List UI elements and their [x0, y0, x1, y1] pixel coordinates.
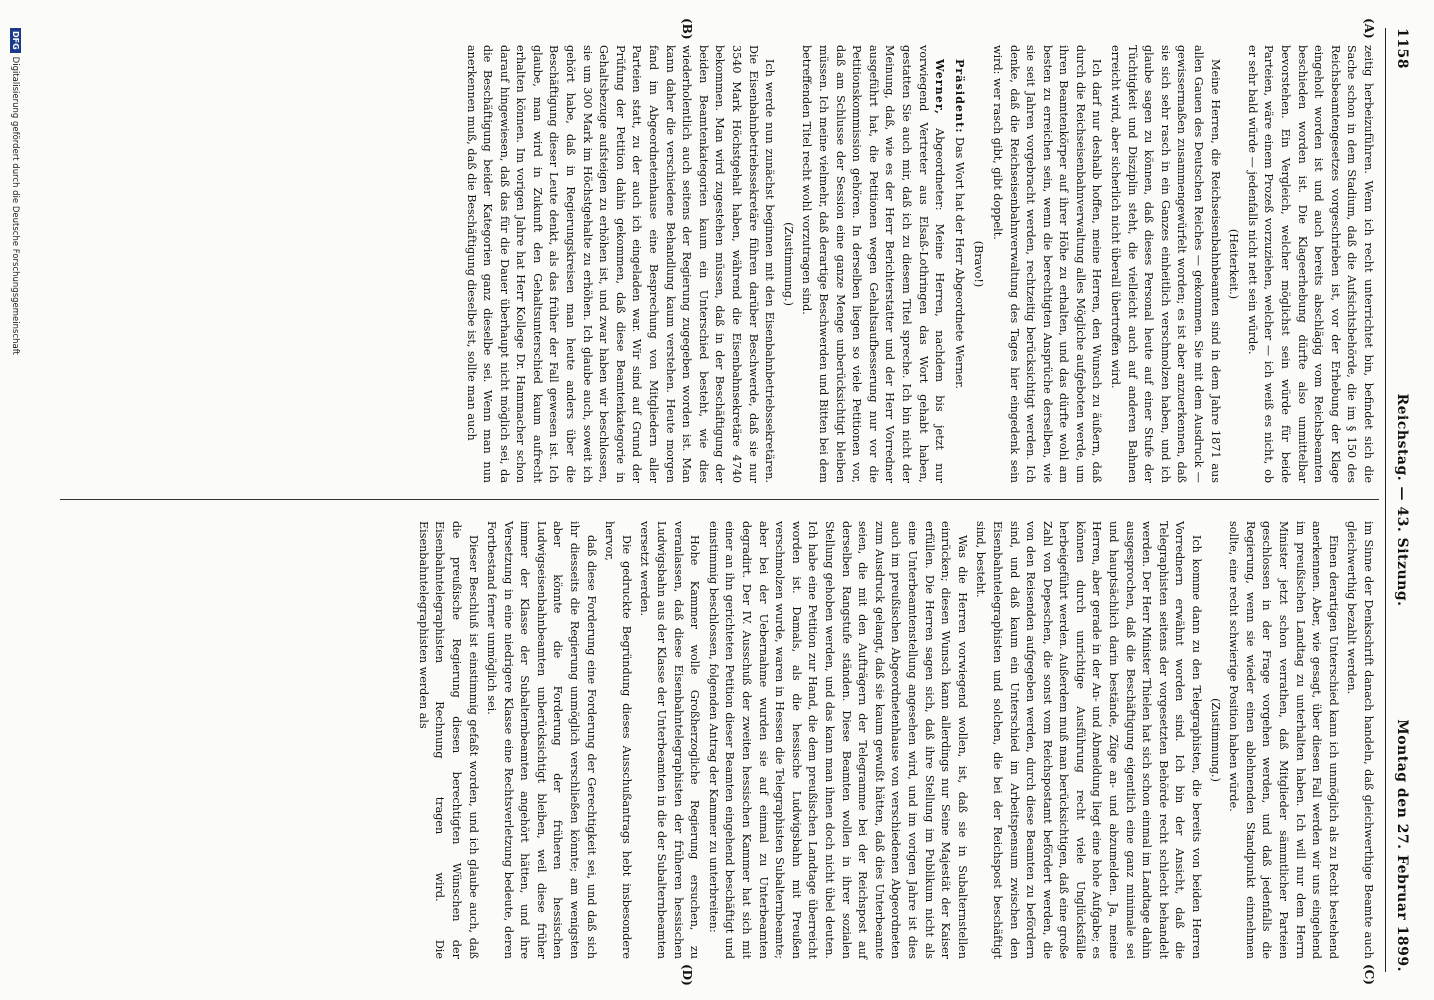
- paragraph-text: Meine Herren, die Reichseisenbahnbeamten sind in dem Jahre 1871 aus allen Gauen des Deutschen Reiches — gekommen. Sie mit dem Ausdruck — gewissermaßen zusammengewürfelt worden; es ist aber anzuerkennen, daß sie sich sehr rasch in ein Ganzes einheitlich verschmolzen haben, und ich glaube sagen zu können, daß dieses Personal heute auf einer Stufe der Tüchtigkeit und Disziplin steht, die vielleicht auch auf anderen Bahnen erreicht wird, aber sicherlich nicht überall übertroffen wird.: [1109, 45, 1222, 483]
- speaker-name: Werner,: [933, 59, 948, 115]
- paragraph: [462, 45, 777, 483]
- paragraph: [601, 521, 634, 959]
- session-date: Montag den 27. Februar 1899.: [1394, 719, 1410, 972]
- paragraph-text: Ich werde nun zunächst beginnen mit den Eisenbahnbetriebssekretären. Die Eisenbahnbetriebssekretäre führen darüber Beschwerde, daß sie nur 3540 Mark Höchstgehalt haben, während die Eisenbahnsekretäre 4740 bekommen. Man wird zugestehen müssen, daß in der Beschäftigung der beiden Beamtenkategorien kaum ein Unterschied besteht, wie dies wiederholentlich auch seitens der Regierung zugegeben worden ist. Man kann daher die verschiedene Behandlung kaum verstehen. Heute morgen fand im Abgeordnetenhause eine Besprechung von Mitgliedern aller Parteien statt, zu der auch ich eingeladen war. Wir sind auf Grund der Prüfung der Petition dahin gekommen, daß diese Beamtenkategorie in Gehaltsbezuge aufsteigen zu erhöhen ist, und zwar haben wir beschlossen, sie um 300 Mark im Höchstgehalte zu erhöhen. Ich glaube auch, soweit ich gehört habe, daß in Regierungskreisen man heute anders über die Beschäftigung dieser Leute denkt, als das früher der Fall gewesen ist. Ich glaube, man wird in Zukunft den Gehaltsunterschied kaum aufrecht erhalten können. Im vorigen Jahre hat Herr Kollege Dr. Hammacher schon darauf hingewiesen, daß das für die Dauer überhaupt nicht möglich sei, da die Beschäftigung beider Kategorien ganz dieselbe sei. Wenn man nun anerkennen muß, daß die Beschäftigung dieselbe ist, sollte man auch: [464, 45, 777, 483]
- left-text-column: [460, 45, 1376, 483]
- margin-mark-b: (B): [680, 18, 694, 40]
- speaker-name: Präsident:: [952, 59, 967, 134]
- paragraph-text: Hohe Kammer wolle Großherzogliche Regierung ersuchen, zu veranlassen, daß diese Eisenbahntelegraphisten der früheren hessischen Ludwigsbahn aus der Klasse der Unterbeamten in die der Subalternbeamten versetzt werden.: [638, 521, 702, 959]
- interjection: [1206, 521, 1223, 959]
- paragraph-text: Einen derartigen Unterschied kann ich unmöglich als zu Recht bestehend anerkennen. Aber, wie gesagt, über diesen Fall werden wir uns eingehend im preußischen Landtag zu unterhalten haben. Ich will nur dem Herrn Minister jetzt schon verrathen, daß Mitglieder sämmtlicher Parteien geschlossen in der Frage vorgehen werden, und daß jedenfalls die Regierung, wenn sie wieder einen ablehnenden Standpunkt einnehmen sollte, eine recht schwierige Position haben würde.: [1227, 521, 1340, 959]
- paragraph: [1225, 521, 1341, 959]
- paragraph-text: im Sinne der Denkschrift danach handeln, daß gleichwerthige Beamte auch gleichwerthig bezahlt werden.: [1345, 521, 1375, 959]
- footer-credit: [10, 28, 21, 355]
- column-divider: [60, 499, 1379, 500]
- interjection: [779, 45, 796, 483]
- right-text-column: [412, 521, 1376, 959]
- page-number: 1158: [1394, 28, 1410, 69]
- paragraph: [1107, 45, 1223, 483]
- margin-mark-d: (D): [680, 964, 694, 986]
- paragraph: [636, 521, 702, 959]
- interjection: [970, 45, 987, 483]
- paragraph: [704, 521, 970, 959]
- paragraph-text: (Zustimmung.): [781, 222, 795, 306]
- paragraph: [483, 521, 599, 959]
- paragraph-text: Abgeordneter: Meine Herren, nachdem bis jetzt nur vorwiegend Vertreter aus Elsaß-Lothringen das Wort gehabt haben, gestatten Sie auch mir, daß ich zu diesem Titel spreche. Ich bin nicht der Meinung, daß, wie es der Herr Berichterstatter und der Herr Vorredner ausgeführt hat, die Petitionen wegen Gehaltsaufbesserung nur vor die Petitionskommission gehören. In derselben liegen so viele Petitionen vor, daß am Schlusse der Session eine ganze Menge unberücksichtigt bleiben müssen. Ich meine vielmehr, daß derartige Beschwerden und Bitten bei dem betreffenden Titel recht wohl vorzutragen sind.: [800, 45, 947, 483]
- paragraph-text: Ich darf nur deshalb hoffen, meine Herren, den Wunsch zu äußern, daß durch die Reichseisenbahnverwaltung alles Mögliche aufgeboten werde, um ihren Beamtenkörper auf ihrer Höhe zu erhalten, und das dürfte wohl am besten zu erreichen sein, wenn die berechtigten Ansprüche derselben, wie sie seit Jahren vorgebracht werden, rechtzeitig berücksichtigt werden. Ich denke, daß die Reichseisenbahnverwaltung des Tages hier eingedenk sein wird: wer rasch gibt, gibt doppelt.: [990, 45, 1104, 483]
- paragraph-text: Die gedruckte Begründung dieses Ausschußantrags hebt insbesondere hervor,: [603, 521, 633, 959]
- paragraph-text: Ich komme dann zu den Telegraphisten, die bereits von beiden Herren Vorrednern erwähnt worden sind. Ich bin der Ansicht, daß die Telegraphisten seitens der vorgesetzten Behörde recht schlecht behandelt werden. Der Herr Minister Thielen hat sich schon einmal im Landtage dahin ausgesprochen, daß die Beschäftigung eigentlich eine ganz minimale sei und hauptsächlich darin bestände, Züge an- und abzumelden. Ja, meine Herren, aber gerade in der An- und Abmeldung liegt eine hohe Aufgabe; es können durch unrichtige Ausführung recht viele Unglücksfälle herbeigeführt werden. Außerdem muß man berücksichtigen, daß eine große Zahl von Depeschen, die sonst vom Reichspostamt befördert werden, die von den Reisenden aufgegeben werden, durch diese Beamten zu befördern sind, und daß kaum ein Unterschied im Arbeitspensum zwischen den Eisenbahntelegraphisten und solchen, die bei der Reichspost beschäftigt sind, besteht.: [974, 521, 1204, 959]
- page-header: [1390, 28, 1414, 972]
- paragraph: [972, 521, 1204, 959]
- paragraph: [1243, 45, 1376, 483]
- paragraph: [414, 521, 480, 959]
- margin-mark-c: (C): [1362, 964, 1376, 985]
- margin-mark-a: (A): [1362, 18, 1376, 39]
- footer-text: Digitalisierung gefördert durch die Deutsche Forschungsgemeinschaft: [10, 56, 21, 355]
- paragraph: [988, 45, 1104, 483]
- paragraph: [950, 45, 968, 483]
- paragraph-text: Das Wort hat der Herr Abgeordnete Werner.: [952, 137, 966, 389]
- paragraph-text: (Zustimmung.): [1208, 698, 1222, 782]
- paragraph: [1343, 521, 1376, 959]
- paragraph-text: (Bravo!): [972, 240, 986, 288]
- paragraph-text: (Heiterkeit.): [1227, 228, 1241, 300]
- header-rule: [1385, 28, 1386, 972]
- paragraph-text: zeitig herbeizuführen. Wenn ich recht unterrichtet bin, befindet sich die Sache schon in dem Stadium, daß die Aufsichtsbehörde, die im § 150 des Reichsbeamtengesetzes vorgeschrieben ist, vor der Erhebung der Klage eingeholt worden ist und auch bereits abschlägig vom Reichsbeamten beschieden worden ist. Die Klageerhebung dürfte also unmittelbar bevorstehen. Ein Vergleich, welcher möglichst sein würde für beide Parteien, wäre einem Prozeß vorzuziehen, welcher — ich weiß es nicht, ob er sehr bald würde — jedenfalls nicht nett sein würde.: [1245, 45, 1375, 483]
- paragraph-text: Dieser Beschluß ist einstimmig gefaßt worden, und ich glaube auch, daß die preußische Regierung diesen berechtigten Wünschen der Eisenbahntelegraphisten Rechnung tragen wird. Die Eisenbahntelegraphisten werden als: [416, 521, 480, 959]
- paragraph-text: Was die Herren vorwiegend wollen, ist, daß sie in Subalternstellen einrücken; diesen Wunsch kann allerdings nur Seine Majestät der Kaiser erfüllen. Die Herren sagen sich, daß ihre Stellung im Publikum nicht als eine Unterbeamtenstellung angesehen wird, und im vorigen Jahre ist dies auch im preußischen Abgeordnetenhause von verschiedenen Abgeordneten zum Ausdruck gelangt, daß sie kaum gewußt hätten, daß dies Unterbeamte seien, die mit den Aufträgern der Telegramme bei der Reichspost auf derselben Rangstufe ständen. Diese Beamten wollen in ihrer sozialen Stellung gehoben werden, und das kann man ihnen doch nicht übel deuten. Ich habe eine Petition zur Hand, die dem preußischen Landtage überreicht worden ist. Damals, als die hessische Ludwigsbahn mit Preußen verschmolzen wurde, waren in Hessen die Telegraphisten Subalternbeamte; aber bei der Uebernahme wurden sie auf einmal zu Unterbeamten degradirt. Der IV. Ausschuß der zweiten hessischen Kammer hat sich mit einer an ihn gerichteten Petition dieser Beamten eingehend beschäftigt und einstimmig beschlossen, folgenden Antrag der Kammer zu unterbreiten:: [706, 521, 969, 959]
- dfg-logo: DFG: [10, 28, 21, 53]
- interjection: [1225, 45, 1242, 483]
- paragraph-text: daß diese Forderung eine Forderung der Gerechtigkeit sei, und daß sich ihr diesseits die Regierung unmöglich verschließen könnte; am wenigsten aber könnte die Forderung der früheren hessischen Ludwigseisenbahnbeamten unberücksichtigt bleiben, weil diese früher immer der Klasse der Subalternbeamten angehört hätten, und ihre Versetzung in eine niedrigere Klasse eine Rechtsverletzung bedeute, deren Fortbestand ferner unmöglich sei.: [485, 521, 598, 959]
- paragraph: [798, 45, 948, 483]
- session-title: Reichstag. — 43. Sitzung.: [1394, 393, 1410, 607]
